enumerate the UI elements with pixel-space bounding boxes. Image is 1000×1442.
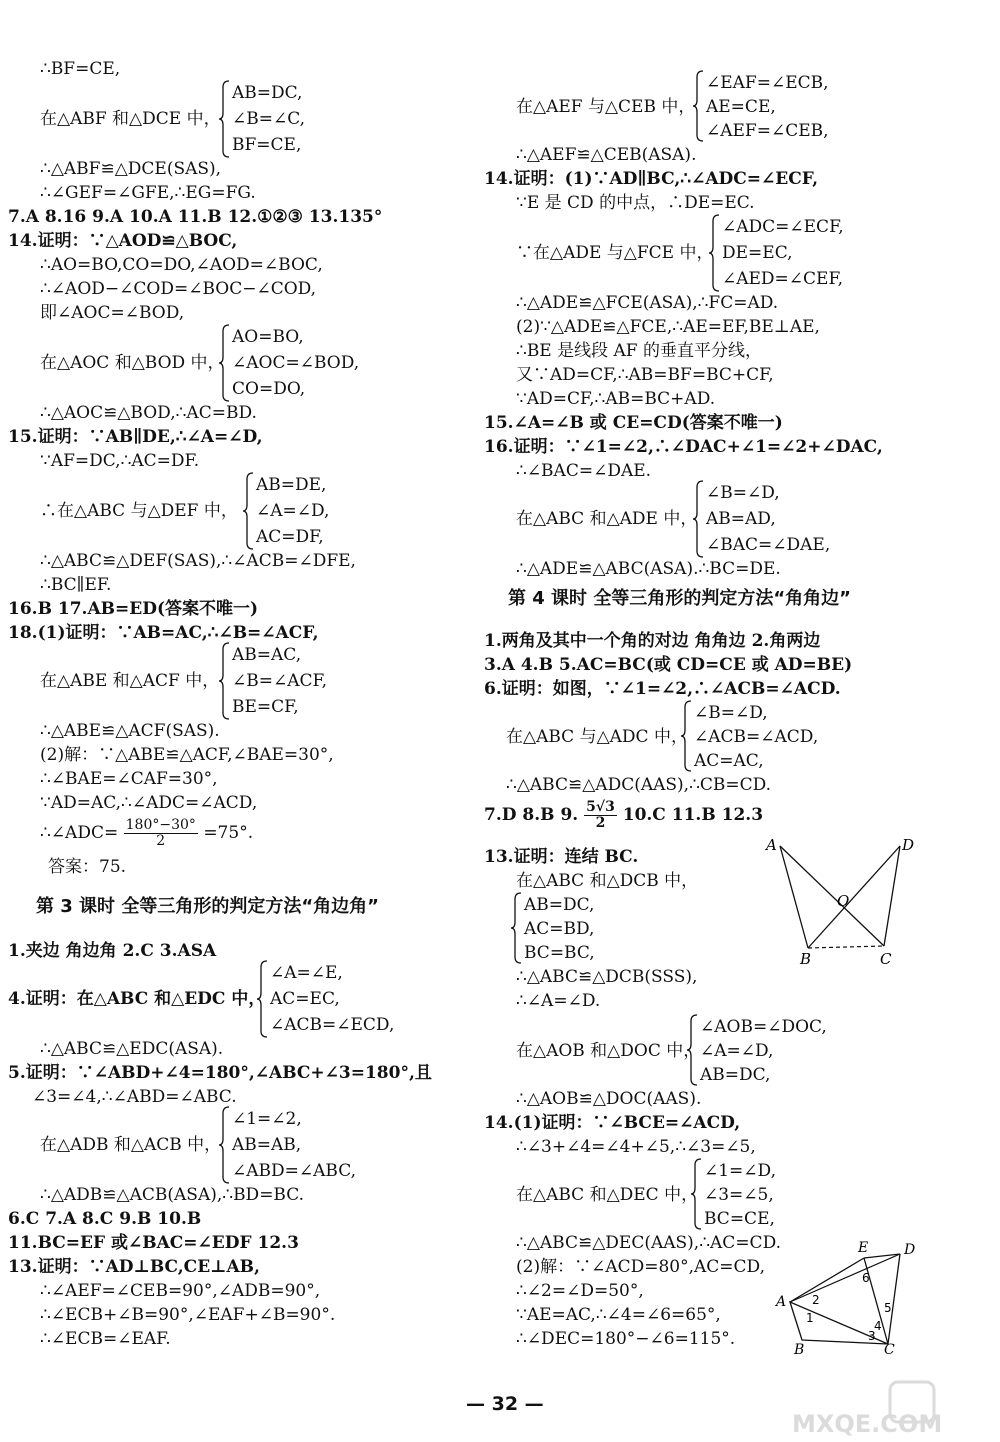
right-line: ∵在△ADE 与△FCE 中， bbox=[516, 243, 714, 263]
angle-2: 2 bbox=[812, 1293, 820, 1307]
left-line: ∠AOC=∠BOD, bbox=[232, 353, 360, 373]
right-line: ∠B=∠D, bbox=[706, 483, 780, 503]
section-heading-3: 第 3 课时 全等三角形的判定方法“角边角” bbox=[36, 896, 379, 917]
right-line: ∠AEF=∠CEB, bbox=[706, 121, 829, 141]
left-line: ∴△AOC≌△BOD,∴AC=BD. bbox=[40, 403, 257, 423]
left-line: ∠1=∠2, bbox=[232, 1109, 302, 1129]
left-line: 在△ABF 和△DCE 中， bbox=[40, 109, 221, 129]
left-line: ∠3=∠4,∴∠ABD=∠ABC. bbox=[32, 1087, 237, 1107]
left-line: ∴BC∥EF. bbox=[40, 575, 112, 595]
brace-icon bbox=[218, 642, 232, 720]
left-line: BE=CF, bbox=[232, 697, 299, 717]
left-line: ∴△ABC≌△DEF(SAS),∴∠ACB=∠DFE, bbox=[40, 551, 356, 571]
q7-prefix: 7.D 8.B 9. bbox=[484, 805, 579, 825]
left-line: ∴∠AEF=∠CEB=90°,∠ADB=90°, bbox=[40, 1281, 321, 1301]
right-line: 6.证明：如图，∵∠1=∠2,∴∠ACB=∠ACD. bbox=[484, 679, 841, 699]
right-line: ∴△ABC≌△ADC(AAS),∴CB=CD. bbox=[506, 775, 772, 795]
left-line: ∴∠ECB+∠B=90°,∠EAF+∠B=90°. bbox=[40, 1305, 336, 1325]
angle-1: 1 bbox=[806, 1311, 814, 1325]
left-line: ∴△ADB≌△ACB(ASA),∴BD=BC. bbox=[40, 1185, 305, 1205]
q9-denominator: 2 bbox=[595, 815, 606, 831]
label-B2: B bbox=[794, 1342, 805, 1356]
label-C: C bbox=[880, 950, 892, 968]
left-line: 在△ADB 和△ACB 中， bbox=[40, 1135, 222, 1155]
left-line: ∵AD=AC,∴∠ADC=∠ACD, bbox=[40, 793, 258, 813]
left-line: 1.夹边 角边角 2.C 3.ASA bbox=[8, 941, 217, 961]
left-line: AB=DC, bbox=[232, 83, 303, 103]
right-line: 在△ABC 与△ADC 中， bbox=[506, 727, 688, 747]
right-line: BC=CE, bbox=[704, 1209, 775, 1229]
right-line: 在△ABC 和△ADE 中， bbox=[516, 509, 698, 529]
right-line: 在△AOB 和△DOC 中， bbox=[516, 1041, 701, 1061]
right-line: 1.两角及其中一个角的对边 角角边 2.角两边 bbox=[484, 631, 821, 651]
left-line: ∴△ABE≌△ACF(SAS). bbox=[40, 721, 220, 741]
brace-icon bbox=[510, 892, 524, 964]
label-O: O bbox=[837, 892, 850, 910]
right-line: 在△ABC 和△DEC 中， bbox=[516, 1185, 699, 1205]
label-A2: A bbox=[776, 1294, 787, 1310]
right-line: ∴△AOB≌△DOC(AAS). bbox=[516, 1089, 702, 1109]
left-line: 在△AOC 和△BOD 中， bbox=[40, 353, 225, 373]
q7-answers-line bbox=[484, 800, 763, 831]
right-line: ∴∠3+∠4=∠4+∠5,∴∠3=∠5, bbox=[516, 1137, 756, 1157]
right-line: AB=DC, bbox=[700, 1065, 771, 1085]
right-line: ∴△ADE≌△ABC(ASA).∴BC=DE. bbox=[516, 559, 781, 579]
right-line: DE=EC, bbox=[722, 243, 793, 263]
left-line: AC=EC, bbox=[270, 989, 340, 1009]
right-line: ∴△AEF≌△CEB(ASA). bbox=[516, 145, 697, 165]
right-line: 16.证明：∵∠1=∠2,∴∠DAC+∠1=∠2+∠DAC, bbox=[484, 437, 883, 457]
left-line: ∴∠AOD−∠COD=∠BOC−∠COD, bbox=[40, 279, 317, 299]
left-line: ∠ABD=∠ABC, bbox=[232, 1161, 357, 1181]
right-line: 又∵AD=CF,∴AB=BF=BC+CF, bbox=[516, 365, 774, 385]
left-line: 5.证明：∵∠ABD+∠4=180°,∠ABC+∠3=180°,且 bbox=[8, 1063, 432, 1083]
right-line: ∴△ABC≌△DCB(SSS), bbox=[516, 967, 698, 987]
label-E2: E bbox=[858, 1240, 869, 1256]
left-line: ∠A=∠E, bbox=[270, 963, 343, 983]
right-line: ∴∠DEC=180°−∠6=115°. bbox=[516, 1329, 736, 1349]
right-line: (2)解：∵∠ACD=80°,AC=CD, bbox=[516, 1257, 765, 1277]
figure-triangles bbox=[770, 1240, 930, 1356]
label-A: A bbox=[766, 836, 777, 854]
fraction-numerator: 180°−30° bbox=[125, 817, 196, 833]
brace-icon bbox=[256, 960, 270, 1038]
brace-icon bbox=[686, 1014, 700, 1086]
right-line: ∠EAF=∠ECB, bbox=[706, 73, 829, 93]
left-line: 13.证明：∵AD⊥BC,CE⊥AB, bbox=[8, 1257, 260, 1277]
angle-3: 3 bbox=[868, 1329, 876, 1343]
left-line: AC=DF, bbox=[256, 527, 324, 547]
brace-icon bbox=[680, 700, 694, 772]
figure-bowtie bbox=[760, 834, 920, 970]
right-line: ∠AOB=∠DOC, bbox=[700, 1017, 827, 1037]
label-C2: C bbox=[884, 1342, 895, 1356]
right-line: 在△ABC 和△DCB 中， bbox=[516, 871, 699, 891]
left-line: AB=AC, bbox=[232, 645, 302, 665]
brace-icon bbox=[692, 70, 706, 142]
fraction-denominator: 2 bbox=[156, 833, 166, 849]
page-number: — 32 — bbox=[466, 1393, 544, 1415]
left-line: 15.证明：∵AB∥DE,∴∠A=∠D, bbox=[8, 427, 263, 447]
left-line: 7.A 8.16 9.A 10.A 11.B 12.①②③ 13.135° bbox=[8, 207, 383, 227]
right-line: ∠3=∠5, bbox=[704, 1185, 774, 1205]
left-line: 16.B 17.AB=ED(答案不唯一) bbox=[8, 599, 259, 619]
left-line: ∴△ABC≌△EDC(ASA). bbox=[40, 1039, 224, 1059]
right-line: 15.∠A=∠B 或 CE=CD(答案不唯一) bbox=[484, 413, 783, 433]
left-line: ∵AF=DC,∴AC=DF. bbox=[40, 451, 200, 471]
right-line: ∠ADC=∠ECF, bbox=[722, 217, 844, 237]
right-line: AB=DC, bbox=[524, 895, 595, 915]
brace-icon bbox=[218, 80, 232, 158]
left-line: ∴∠GEF=∠GFE,∴EG=FG. bbox=[40, 183, 256, 203]
brace-icon bbox=[242, 472, 256, 550]
section-heading-4: 第 4 课时 全等三角形的判定方法“角角边” bbox=[508, 588, 851, 609]
brace-icon bbox=[690, 1158, 704, 1230]
right-line: 3.A 4.B 5.AC=BC(或 CD=CE 或 AD=BE) bbox=[484, 655, 853, 675]
left-line: AO=BO, bbox=[232, 327, 304, 347]
right-line: ∠AED=∠CEF, bbox=[722, 269, 844, 289]
left-line: AB=DE, bbox=[256, 475, 327, 495]
right-line: ∴△ADE≌△FCE(ASA),∴FC=AD. bbox=[516, 293, 779, 313]
right-line: ∵AD=CF,∴AB=BC+AD. bbox=[516, 389, 716, 409]
left-line: 18.(1)证明：∵AB=AC,∴∠B=∠ACF, bbox=[8, 623, 319, 643]
left-line: ∴∠BAE=∠CAF=30°, bbox=[40, 769, 218, 789]
frac-suffix: =75°. bbox=[203, 823, 254, 843]
left-line: 即∠AOC=∠BOD, bbox=[40, 303, 185, 323]
q7-suffix: 10.C 11.B 12.3 bbox=[622, 805, 764, 825]
frac-prefix: ∴∠ADC= bbox=[40, 823, 119, 843]
label-B: B bbox=[800, 950, 812, 968]
right-line: ∠ACB=∠ACD, bbox=[694, 727, 819, 747]
right-line: ∴∠A=∠D. bbox=[516, 991, 601, 1011]
right-line: ∴BE 是线段 AF 的垂直平分线， bbox=[516, 341, 763, 361]
left-line: (2)解：∵△ABE≌△ACF,∠BAE=30°, bbox=[40, 745, 334, 765]
right-line: ∴△ABC≌△DEC(AAS),∴AC=CD. bbox=[516, 1233, 781, 1253]
left-line: 6.C 7.A 8.C 9.B 10.B bbox=[8, 1209, 202, 1229]
svg-text:MXQE.COM: MXQE.COM bbox=[792, 1410, 943, 1438]
left-line: 14.证明：∵△AOD≌△BOC, bbox=[8, 231, 238, 251]
angle-6: 6 bbox=[862, 1271, 870, 1285]
q9-fraction bbox=[584, 800, 617, 831]
brace-icon bbox=[218, 1106, 232, 1184]
angle-4: 4 bbox=[874, 1319, 882, 1333]
left-line: ∴∠ECB=∠EAF. bbox=[40, 1329, 171, 1349]
left-line: ∠B=∠C, bbox=[232, 109, 306, 129]
left-line: ∠ACB=∠ECD, bbox=[270, 1015, 395, 1035]
right-line: ∠BAC=∠DAE, bbox=[706, 535, 831, 555]
right-line: 在△AEF 与△CEB 中， bbox=[516, 97, 696, 117]
left-line: 在△ABE 和△ACF 中， bbox=[40, 671, 220, 691]
right-line: ∵AE=AC,∴∠4=∠6=65°, bbox=[516, 1305, 721, 1325]
label-D2: D bbox=[904, 1242, 916, 1258]
right-line: AB=AD, bbox=[706, 509, 776, 529]
left-line: ∴BF=CE, bbox=[40, 59, 121, 79]
brace-icon bbox=[708, 214, 722, 292]
right-line: ∠A=∠D, bbox=[700, 1041, 774, 1061]
right-line: 13.证明：连结 BC. bbox=[484, 847, 639, 867]
brace-icon bbox=[692, 480, 706, 558]
right-line: ∠1=∠D, bbox=[704, 1161, 776, 1181]
right-line: AE=CE, bbox=[706, 97, 776, 117]
left-line: ∠B=∠ACF, bbox=[232, 671, 328, 691]
left-line: ∴AO=BO,CO=DO,∠AOD=∠BOC, bbox=[40, 255, 323, 275]
right-line: 14.(1)证明：∵∠BCE=∠ACD, bbox=[484, 1113, 741, 1133]
left-line: BF=CE, bbox=[232, 135, 302, 155]
right-line: AC=BD, bbox=[524, 919, 595, 939]
label-D: D bbox=[902, 836, 915, 854]
right-line: ∴∠2=∠D=50°, bbox=[516, 1281, 644, 1301]
left-line: 4.证明：在△ABC 和△EDC 中， bbox=[8, 989, 266, 1009]
right-line: ∴∠BAC=∠DAE. bbox=[516, 461, 652, 481]
q9-numerator: 5√3 bbox=[586, 799, 615, 815]
watermark-logo bbox=[790, 1380, 990, 1440]
brace-icon bbox=[218, 324, 232, 402]
right-line: AC=AC, bbox=[694, 751, 764, 771]
left-line: ∴△ABF≌△DCE(SAS), bbox=[40, 159, 222, 179]
right-line: ∵E 是 CD 的中点，∴DE=EC. bbox=[516, 193, 755, 213]
frac-line bbox=[40, 818, 253, 849]
left-line: 11.BC=EF 或∠BAC=∠EDF 12.3 bbox=[8, 1233, 299, 1253]
left-line: AB=AB, bbox=[232, 1135, 302, 1155]
fraction bbox=[124, 818, 198, 849]
right-line: (2)∵△ADE≌△FCE,∴AE=EF,BE⊥AE, bbox=[516, 317, 820, 337]
left-line: CO=DO, bbox=[232, 379, 306, 399]
left-line: ∴在△ABC 与△DEF 中， bbox=[40, 501, 238, 521]
right-line: BC=BC, bbox=[524, 943, 595, 963]
angle-5: 5 bbox=[884, 1301, 892, 1315]
left-line: 答案：75. bbox=[48, 857, 127, 877]
right-line: ∠B=∠D, bbox=[694, 703, 768, 723]
right-line: 14.证明：(1)∵AD∥BC,∴∠ADC=∠ECF, bbox=[484, 169, 819, 189]
left-line: ∠A=∠D, bbox=[256, 501, 330, 521]
